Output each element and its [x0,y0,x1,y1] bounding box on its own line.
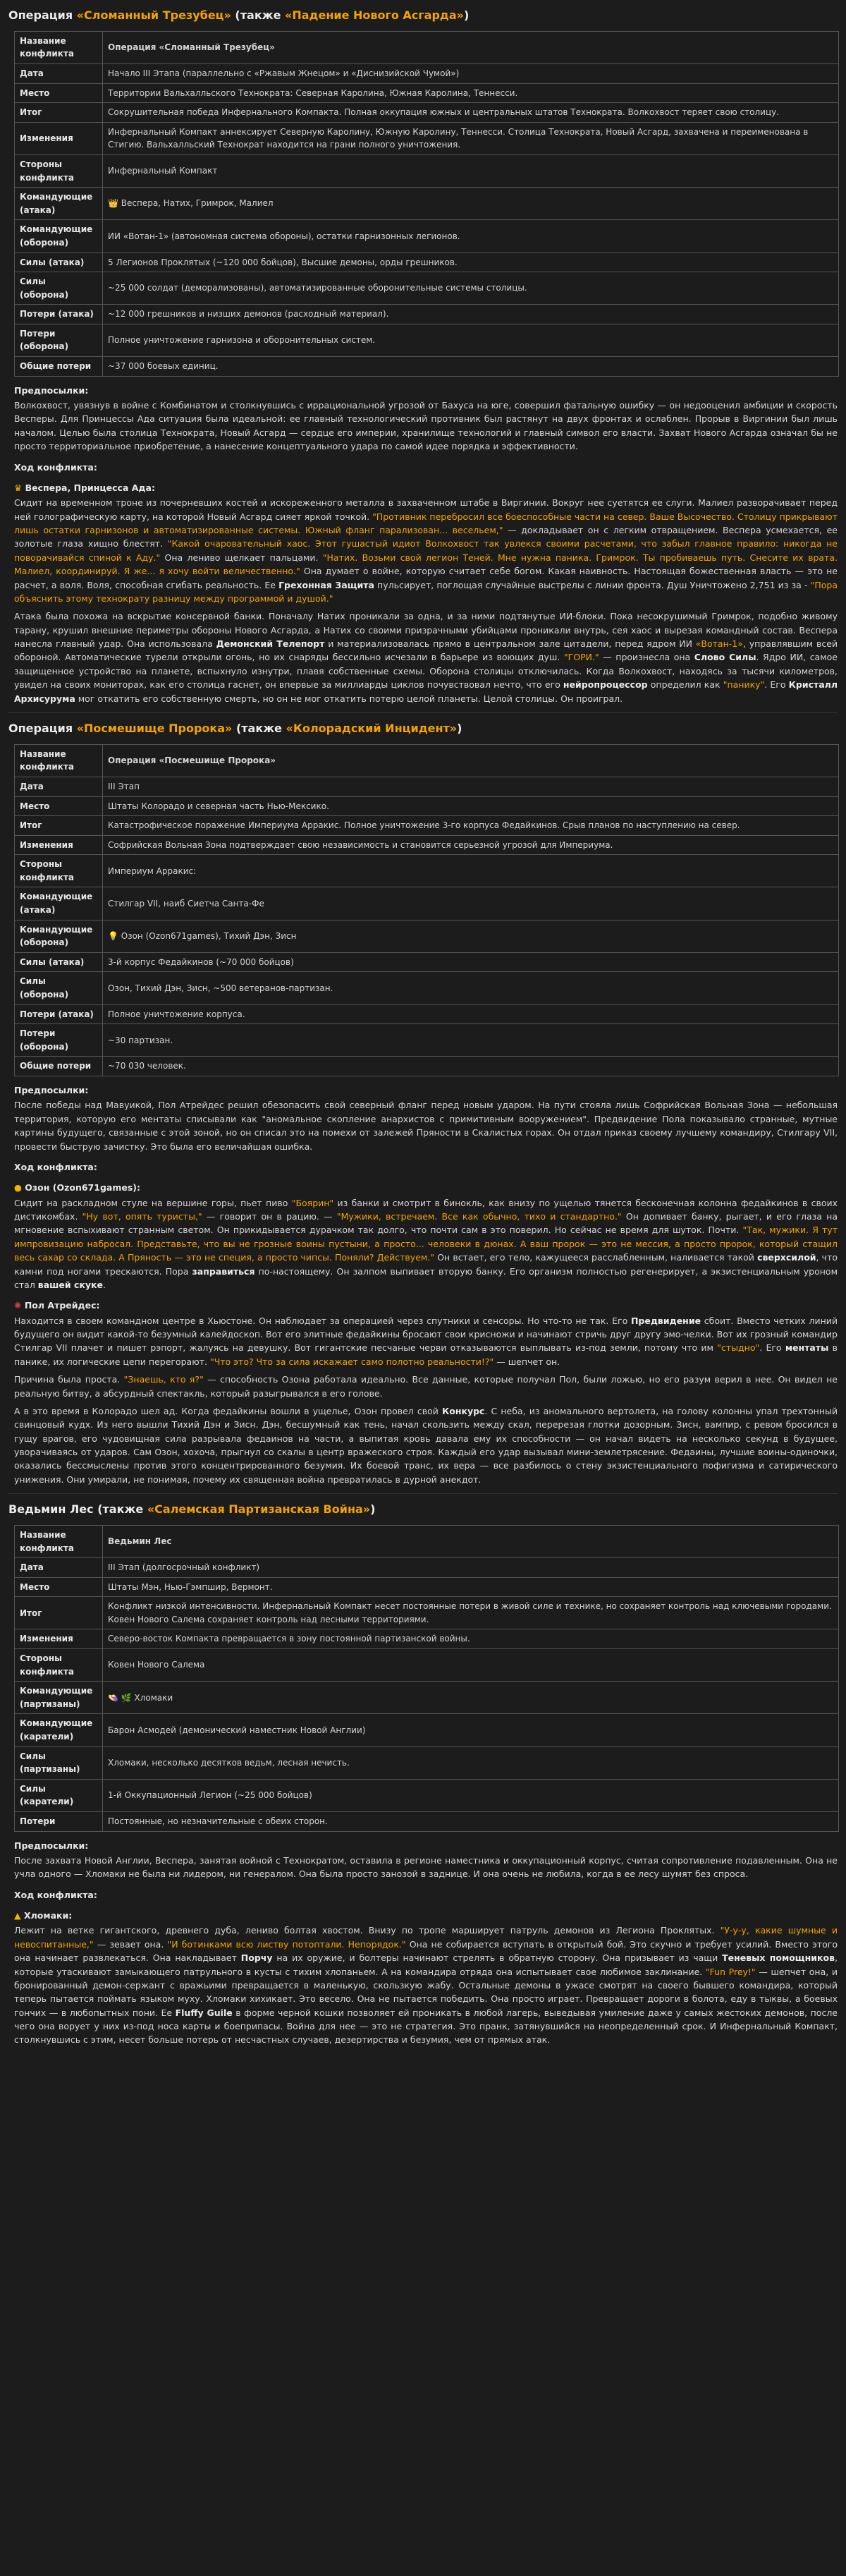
bold-run: Порчу [240,1952,273,1964]
table-key: Дата [15,63,103,83]
table-value: III Этап [103,777,839,796]
text-run: из банки и смотрит в бинокль, как внизу по ущелью тянется бесконечная колонна федайкинов в своих дистикомбах. [14,1197,838,1222]
course-paragraph [14,1196,838,1292]
text-run: Она не собирается вступать в открытый бой. Это скучно и требует усилий. Вместо этого она начинает развлекаться. Она накладывает [14,1938,838,1964]
text-run: Она лениво щелкает пальцами. [160,552,323,563]
table-key: Командующие (атака) [15,887,103,920]
quote-run: «Вотан-1» [695,638,743,650]
title-mid: (также [231,8,286,22]
table-key: Место [15,796,103,816]
table-key: Командующие (партизаны) [15,1682,103,1714]
info-table [14,1525,839,1832]
text-run: , которые утаскивают замыкающего патрульного в кусты с тихим хлопаньем. А на командира отряда она испытывает свое любимое заклинание. [14,1952,838,1977]
bold-run: вашей скуке [37,1279,103,1290]
course-paragraph [14,1373,838,1400]
table-key: Общие потери [15,1057,103,1076]
table-value [103,31,839,63]
title-prefix: Ведьмин Лес [8,1502,94,1517]
table-key: Командующие (оборона) [15,220,103,253]
table-value: ~37 000 боевых единиц. [103,357,839,377]
table-value: Северо-восток Компакта превращается в зону постоянной партизанской войны. [103,1629,839,1649]
table-row [15,816,839,836]
table-key: Место [15,83,103,103]
table-row [15,952,839,972]
table-row [15,83,839,103]
table-row [15,1779,839,1811]
section-title [8,1501,838,1521]
table-row [15,1024,839,1057]
course-paragraph [14,1314,838,1369]
actor-heading [14,1299,838,1312]
text-run: Сидит на раскладном стуле на вершине горы, пьет пиво [14,1197,292,1208]
title-alt-link[interactable]: «Падение Нового Асгарда» [285,8,464,22]
table-value: ~30 партизан. [103,1024,839,1057]
title-name-link[interactable]: «Посмешище Пророка» [76,721,233,735]
table-value: Штаты Колорадо и северная часть Нью-Мексико. [103,796,839,816]
table-key: Силы (атака) [15,253,103,272]
course-paragraph [14,496,838,605]
text-run: Она думает о войне, которую считает себе богом. Какая наивность. Настоящая божественная власть — это не расчет, а воля. Воля, способная сгибать реальность. Ее [14,566,838,590]
section-divider [8,712,838,713]
table-key: Название конфликта [15,1525,103,1557]
actor-name: Хломаки: [23,1910,73,1921]
table-value: Империум Арракис: [103,855,839,887]
text-run: Лежит на ветке гигантского, древнего дуба, лениво болтая хвостом. Внизу по тропе марширует патруль демонов из Легиона Проклятых. [14,1925,721,1936]
table-key: Потери (оборона) [15,324,103,356]
text-run: — докладывает он с легким отвращением. Веспера усмехается, ее золотые глаза хищно блестят. [14,525,838,549]
table-header-row [15,1525,839,1557]
actor-name: Пол Атрейдес: [24,1300,100,1311]
table-key: Командующие (атака) [15,188,103,220]
table-value: ~25 000 солдат (деморализованы), автоматизированные оборонительные системы столицы. [103,272,839,305]
table-value: Инфернальный Компакт [103,154,839,187]
table-key: Общие потери [15,357,103,377]
text-run: в форме черной кошки позволяет ей проникать в любой лагерь, выведывая умиление даже у самых жестоких демонов, после чего она ворует у них из-под носа карты и боеприпасы. Война для нее — это не стратегия. Это пранк, затянувшийся на неопределенный срок. И Инфернальный Компакт, столкнувшись с этим, несет больше потерь от несчастных случаев, дезертирства и безумия, чем от прямых атак. [14,2007,838,2046]
table-value: Полное уничтожение корпуса. [103,1004,839,1024]
quote-run: "Ну вот, опять туристы," [82,1211,202,1222]
quote-run: "Боярин" [291,1197,334,1208]
table-value: 👒 🌿 Хломаки [103,1682,839,1714]
title-mid: (также [93,1502,147,1517]
table-row [15,1714,839,1746]
table-row [15,1558,839,1578]
text-run: в панике, их логические цепи перегорают. [14,1342,838,1367]
prelude-heading: Предпосылки: [14,384,89,396]
table-key: Итог [15,103,103,123]
title-prefix: Операция [8,8,77,22]
text-run: , управлявшим всей обороной. Автоматические турели открыли огонь, но их снаряды бессильно исчезали в барьере из воющих душ. [14,638,838,663]
table-row [15,1004,839,1024]
title-suffix: ) [463,8,470,22]
table-value: ~12 000 грешников и низших демонов (расходный материал). [103,305,839,324]
crown-icon: ♛ [14,482,23,493]
table-row [15,1682,839,1714]
quote-run: "Так, мужики. Я тут импровизацию набросал. Представьте, что вы не грозные воины пустыни, а просто... человеки в дюнах. А ваш пророк — это не мессия, а просто пророк, который стащил весь сахар со склада. А Пряность — это не специя, а просто чипсы. Поняли? Действуем." [14,1225,838,1263]
section-witch-forest [8,1501,838,2047]
text-run: — произнесла она [599,652,694,663]
lightbulb-icon: ● [14,1182,22,1193]
quote-run: "У-у-у, какие шумные и невоспитанные," [14,1925,838,1950]
quote-run: "Какой очаровательный хаос. Этот гушастый идиот Волкохвост так увлекся своими расчетами, что забыл главное правило: никогда не поворачивайся спиной к Аду." [14,538,838,563]
table-row [15,63,839,83]
text-run: — шепчет он. [494,1356,560,1367]
prelude-text: После победы над Мавуикой, Пол Атрейдес решил обезопасить свой северный фланг перед новым ударом. На пути стояла лишь Софрийская Вольная Зона — небольшая территория, которую его ментаты списывали как "аномальное скопление анархистов с примитивным вооружением". Предвидение Пола показывало странные, мутные картины будущего, связанные с этой зоной, но он списал это на помехи от залежей Пряности в Скалистых горах. Он отдал приказ своему лучшему командиру, Стилгару VII, провести быструю зачистку. Это была его величайшая ошибка. [14,1100,838,1152]
table-key: Потери (атака) [15,1004,103,1024]
table-value: Ведьмин Лес [103,1525,839,1557]
text-run: Он встает, его тело, кажущееся расслабленным, наливается такой [434,1252,758,1263]
course-paragraph [14,609,838,705]
table-row [15,188,839,220]
table-key: Название конфликта [15,744,103,777]
title-suffix: ) [457,721,462,735]
table-row [15,1746,839,1779]
table-key: Стороны конфликта [15,855,103,887]
prelude-heading: Предпосылки: [14,1085,89,1095]
table-key: Стороны конфликта [15,154,103,187]
table-value: 1-й Оккупационный Легион (~25 000 бойцов) [103,1779,839,1811]
text-run: определил как [647,679,723,691]
table-key: Изменения [15,122,103,154]
table-value: Сокрушительная победа Инфернального Компакта. Полная оккупация южных и центральных штатов Технократа. Волкохвост теряет свою столицу. [103,103,839,123]
table-value: Катастрофическое поражение Империума Арракис. Полное уничтожение 3-го корпуса Федайкинов. Срыв планов по наступлению на север. [103,816,839,836]
text-run: пульсирует, поглощая случайные выстрелы с линии фронта. Душ Уничтожено 2,751 из за - [374,579,811,590]
title-suffix: ) [370,1502,376,1517]
text-run: Находится в своем командном центре в Хьюстоне. Он наблюдает за операцией через спутники и сенсоры. Но что-то не так. Его [14,1315,631,1326]
table-value: Хломаки, несколько десятков ведьм, лесная нечисть. [103,1746,839,1779]
text-run: Атака была похожа на вскрытие консервной банки. Поначалу Натих проникали за одна, и за ними подтянутые ИИ-блоки. Пока несокрушимый Гримрок, подобно живому тарану, крушил внешние периметры обороны Нового Асгарда, а Натих со своими призрачными убийцами проникали внутрь, сея хаос и вырезая командный состав. Веспера нанесла главный удар. Она использовала [14,611,838,650]
table-row [15,305,839,324]
text-run: , что камни под ногами трескаются. Пора [14,1252,838,1277]
text-run: — говорит он в рацию. — [202,1211,337,1222]
table-row [15,1577,839,1597]
table-key: Изменения [15,1629,103,1649]
table-row [15,357,839,377]
text-run: . Его [764,679,789,691]
course-heading: Ход конфликта: [14,461,97,473]
actor-name: Озон (Ozon671games): [25,1182,140,1193]
section-title [8,7,838,27]
table-key: Название конфликта [15,31,103,63]
table-key: Силы (каратели) [15,1779,103,1811]
table-row [15,253,839,272]
table-row [15,272,839,305]
table-value: 3-й корпус Федайкинов (~70 000 бойцов) [103,952,839,972]
table-key: Стороны конфликта [15,1649,103,1682]
table-key: Силы (оборона) [15,272,103,305]
quote-run: "Противник перебросил все боеспособные части на север. Ваше Высочество. Столицу прикрывают лишь остатки гарнизонов и автоматизированные системы. Южный фланг парализован... весельем," [14,511,838,536]
table-value: 💡 Озон (Ozon671games), Тихий Дэн, Зисн [103,920,839,952]
bold-run: Демонский Телепорт [216,638,325,650]
actor-name: Веспера, Принцесса Ада: [25,482,155,493]
table-row [15,1629,839,1649]
quote-run: "И ботинками всю листву потоптали. Непорядок." [167,1938,406,1950]
section-title [8,720,838,740]
table-row [15,122,839,154]
text-run: Он допивает банку, рыгает, и его глаза на мгновение вспыхивают странным светом. Он прикидывается дурачком так долго, что почти сам в это поверил. Но сейчас не время для шуток. Почти. [14,1211,838,1236]
quote-run: "панику" [723,679,765,691]
title-alt-link[interactable]: «Колорадский Инцидент» [286,721,458,735]
section-prophet-mockery [8,720,838,1486]
table-value: III Этап (долгосрочный конфликт) [103,1558,839,1578]
text-run: . С неба, из аномального вертолета, на голову колонны упал трехтонный свинцовый кудх. Из него вышли Тихий Дэн и Зисн. Дэн, бесшумный как тень, начал скользить между скал, перерезая глотки дозорным. Зисн, вампир, с ревом бросился в гущу врагов, его чудовищная сила разрывала федаинов на части, а выпитая кровь давала ему их способности — он начал видеть на несколько секунд в будущее, уворачиваясь от ударов. Сам Озон, хохоча, прыгнул со скалы в центр вражеского строя. Каждый его удар вызывал мини-землетрясение. Федаины, лучшие воины-одиночки, оказались бессмыслены против этого концентрированного безумия. Их боевой транс, их вера — все разбилось о стену экзистенциального пофигизма и сатирического унижения. Они умирали, не понимая, почему их священная война превратилась в дурной анекдот. [14,1405,838,1485]
table-key: Дата [15,1558,103,1578]
table-value: 5 Легионов Проклятых (~120 000 бойцов), Высшие демоны, орды грешников. [103,253,839,272]
table-key: Командующие (каратели) [15,1714,103,1746]
table-row [15,855,839,887]
table-row [15,887,839,920]
text-run: мог откатить его собственную смерть, но он не мог откатить потерю целой планеты. Целой столицы. Он проиграл. [75,693,623,704]
text-run: А в это время в Колорадо шел ад. Когда федайкины вошли в ущелье, Озон провел свой [14,1405,443,1416]
course-paragraph [14,1404,838,1486]
table-value: Полное уничтожение гарнизона и оборонительных систем. [103,324,839,356]
course-heading: Ход конфликта: [14,1889,97,1900]
table-value: Инфернальный Компакт аннексирует Северную Каролину, Южную Каролину, Теннесси. Столица Технократа, Новый Асгард, захвачена и переименована в Стигию. Вальхалльский Технократ находится на грани полного уничтожения. [103,122,839,154]
table-row [15,796,839,816]
bold-run: сверхсилой [757,1252,816,1263]
table-row [15,324,839,356]
table-key: Место [15,1577,103,1597]
sun-icon: ✺ [14,1300,22,1311]
table-value: Территории Вальхалльского Технократа: Северная Каролина, Южная Каролина, Теннесси. [103,83,839,103]
bold-run: Предвидение [630,1315,701,1326]
table-row [15,972,839,1004]
quote-run: "Что это? Что за сила искажает само полотно реальности!?" [209,1356,494,1367]
table-row [15,777,839,796]
table-key: Силы (атака) [15,952,103,972]
text-run: Причина была проста. [14,1374,124,1385]
text-run: Сидит на временном троне из почерневших костей и искореженного металла в захваченном штабе в Виргинии. Вокруг нее суетятся ее слуги. Малиел разворачивает перед ней голографическую карту, на которой Новый Асгард сияет яркой точкой. [14,497,838,522]
table-header-row [15,31,839,63]
table-value: Постоянные, но незначительные с обеих сторон. [103,1812,839,1832]
bold-run: Грехонная Защита [278,579,374,590]
info-table [14,744,839,1076]
table-value: Штаты Мэн, Нью-Гэмпшир, Вермонт. [103,1577,839,1597]
actor-heading [14,481,838,494]
conflict-name: Операция «Сломанный Трезубец» [108,42,275,53]
prelude-text: Волкохвост, увязнув в войне с Комбинатом и столкнувшись с иррациональной угрозой от Бахуса на юге, совершил фатальную ошибку — он недооценил амбиции и скорость Весперы. Для Принцессы Ада ситуация была идеальной: ее главный технологический противник был растянут на двух фронтах и ослаблен. Прорыв в Виргинии был лишь началом. Целью была столица Технократа, Новый Асгард — сердце его империи, хранилище технологий и главный символ его власти. Захват Нового Асгарда означал бы не просто территориальное приобретение, а нанесение концептуального удара по самой идее порядка и эффективности. [14,400,838,452]
table-row [15,103,839,123]
table-row [15,835,839,855]
text-run: . Его [759,1342,785,1354]
prelude-heading: Предпосылки: [14,1840,89,1851]
table-value: Барон Асмодей (демонический наместник Новой Англии) [103,1714,839,1746]
text-run: на их оружие, и болтеры начинают стрелять в обратную сторону. Она призывает из чащи [272,1952,723,1964]
quote-run: "ГОРИ." [563,652,599,663]
table-row [15,1649,839,1682]
table-value: Ковен Нового Салема [103,1649,839,1682]
text-run: по-настоящему. Он залпом выпивает вторую банку. Его организм полностью регенерирует, а экзистенциальным уроном стал [14,1265,838,1290]
table-value: Стилгар VII, наиб Сиетча Санта-Фе [103,887,839,920]
table-key: Силы (партизаны) [15,1746,103,1779]
text-run: и материализовалась прямо в центральном зале цитадели, перед ядром ИИ [324,638,696,650]
table-value: Конфликт низкой интенсивности. Инфернальный Компакт несет постоянные потери в живой силе и технике, но сохраняет контроль над ключевыми городами. Ковен Нового Салема сохраняет контроль над лесными территориями. [103,1597,839,1629]
bold-run: Конкурс [442,1405,485,1416]
table-row [15,1812,839,1832]
title-mid: (также [232,721,286,735]
text-run: . Ядро ИИ, самое защищенное устройство на планете, вспыхнуло изнутри, плавя собственные схемы. Оборона столицы отключилась. Когда Волкохвост, находясь за тысячи километров, увидел на своих мониторах, как его столица гаснет, он впервые за миллиарды циклов почувствовал нечто, что его [14,652,838,691]
quote-run: "Знаешь, кто я?" [123,1374,204,1385]
table-value: Озон, Тихий Дэн, Зисн, ~500 ветеранов-партизан. [103,972,839,1004]
table-row [15,1057,839,1076]
text-run: — способность Озона работала идеально. Все данные, которые получал Пол, были ложью, но его разум верил в нее. Он видел не реальную битву, а абсурдный спектакль, который разыгрывался в его голове. [14,1374,838,1399]
table-row [15,920,839,952]
section-divider [8,1493,838,1494]
bold-run: Слово Силы [694,652,756,663]
quote-run: "Мужики, встречаем. Все как обычно, тихо и стандартно." [336,1211,622,1222]
table-value: Начало III Этапа (параллельно с «Ржавым Жнецом» и «Диснизийской Чумой») [103,63,839,83]
text-run: сбоит. Вместо четких линий будущего он видит какой-то безумный калейдоскоп. Вот его элитные федайкины бросают свои крисножи и начинают стричь друг другу эмо-челки. Вот их грозный командир Стилгар VII плачет и пишет рэпорт, жалуясь на девушку. Вот гигантские песчаные черви отказываются выплывать из-под земли, потому что им [14,1315,838,1354]
table-key: Дата [15,777,103,796]
bold-run: нейропроцессор [563,679,648,691]
actor-heading [14,1909,838,1922]
section-broken-trident [8,7,838,705]
prelude-text: После захвата Новой Англии, Веспера, занятая войной с Технократом, оставила в регионе наместника и оккупационный корпус, считая сопротивление подавленным. Она не учла одного — Хломаки не была ни лидером, ни генералом. Она была просто занозой в заднице. И она очень не любила, когда в ее лесу шумят без спроса. [14,1854,838,1880]
bold-run: Теневых помощников [722,1952,835,1964]
table-row [15,1597,839,1629]
table-key: Командующие (оборона) [15,920,103,952]
text-run: — зевает она. [93,1938,168,1950]
info-table [14,31,839,377]
bold-run: Fluffy Guile [175,2007,233,2018]
bold-run: Кристалл Архисурума [14,679,838,704]
table-key: Итог [15,816,103,836]
table-header-row [15,744,839,777]
table-key: Потери (атака) [15,305,103,324]
title-alt-link[interactable]: «Салемская Партизанская Война» [147,1502,371,1517]
table-row [15,220,839,253]
table-value: Операция «Посмешище Пророка» [103,744,839,777]
title-name-link[interactable]: «Сломанный Трезубец» [76,8,231,22]
quote-run: "Натих. Возьми свой легион Теней. Мне нужна паника. Гримрок. Ты пробиваешь путь. Снесите их врата. Малиел, координируй. Я же... я хочу войти величественно." [14,552,838,577]
actor-heading [14,1181,838,1194]
course-heading: Ход конфликта: [14,1161,97,1172]
quote-run: "Fun Prey!" [705,1966,756,1977]
table-value: 👑 Веспера, Натих, Гримрок, Малиел [103,188,839,220]
text-run: — шепчет она, и бронированный демон-сержант с вражьими превращается в маленькую, скользкую жабу. Остальные демоны в ужасе смотрят на своего бывшего командира, который теперь пытается поймать языком муху. Хломаки хихикает. Это весело. Она не пытается победить. Она просто играет. Превращает дороги в болота, еду в тыквы, а боевых гончих — в любопытных пони. Ее [14,1966,838,2018]
bold-run: ментаты [785,1342,829,1354]
table-key: Силы (оборона) [15,972,103,1004]
bold-run: заправиться [192,1265,255,1277]
text-run: . [103,1279,106,1290]
quote-run: "стыдно" [717,1342,760,1354]
table-value: ИИ «Вотан-1» (автономная система обороны), остатки гарнизонных легионов. [103,220,839,253]
table-key: Итог [15,1597,103,1629]
table-key: Потери [15,1812,103,1832]
course-paragraph [14,1924,838,2046]
witch-hat-icon: ▲ [14,1910,21,1921]
table-key: Потери (оборона) [15,1024,103,1057]
table-row [15,154,839,187]
table-key: Изменения [15,835,103,855]
title-prefix: Операция [8,721,77,735]
table-value: ~70 030 человек. [103,1057,839,1076]
table-value: Софрийская Вольная Зона подтверждает свою независимость и становится серьезной угрозой для Империума. [103,835,839,855]
quote-run: "Пора объяснить этому технократу разницу между программой и душой." [14,579,838,604]
